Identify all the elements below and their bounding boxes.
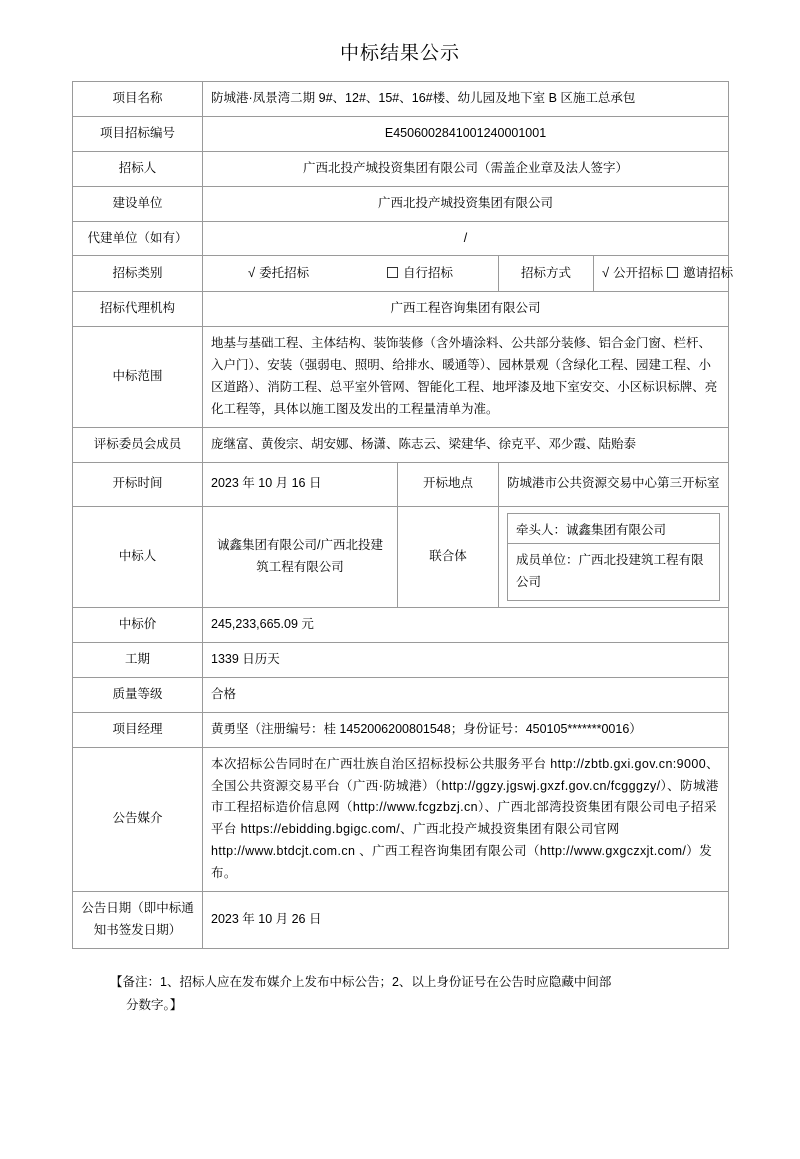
table-row-quality	[73, 677, 729, 712]
table-row-tender-agency	[73, 292, 729, 327]
table-row-construction-unit	[73, 186, 729, 221]
label-media: 公告媒介	[73, 747, 203, 891]
label-project-manager: 项目经理	[73, 712, 203, 747]
label-announce-date-line1: 公告日期（即中标通	[81, 900, 194, 915]
label-tender-number: 项目招标编号	[73, 116, 203, 151]
checkbox-public-tender-label: 公开招标	[613, 266, 664, 281]
label-tender-method: 招标方式	[499, 256, 594, 292]
footer-note-line2: 分数字。】	[126, 998, 183, 1013]
label-bid-opening-place: 开标地点	[398, 462, 499, 506]
table-row-bid-opening	[73, 462, 729, 506]
table-row-duration	[73, 643, 729, 678]
checkbox-self-tender-label: 自行招标	[403, 265, 454, 280]
tender-category-options	[203, 256, 499, 292]
consortium-member: 成员单位：广西北投建筑工程有限公司	[508, 544, 720, 601]
table-row-bid-price	[73, 608, 729, 643]
value-quality: 合格	[203, 677, 729, 712]
value-duration: 1339 日历天	[203, 643, 729, 678]
label-tenderee: 招标人	[73, 151, 203, 186]
label-project-name: 项目名称	[73, 82, 203, 117]
label-quality: 质量等级	[73, 677, 203, 712]
label-duration: 工期	[73, 643, 203, 678]
value-bid-opening-place: 防城港市公共资源交易中心第三开标室	[499, 462, 729, 506]
value-tender-agency: 广西工程咨询集团有限公司	[203, 292, 729, 327]
value-construction-unit: 广西北投产城投资集团有限公司	[203, 186, 729, 221]
value-tenderee: 广西北投产城投资集团有限公司（需盖企业章及法人签字）	[203, 151, 729, 186]
value-project-name: 防城港·凤景湾二期 9#、12#、15#、16#楼、幼儿园及地下室 B 区施工总承包	[203, 82, 729, 117]
value-announce-date: 2023 年 10 月 26 日	[203, 891, 729, 948]
table-row-tenderee	[73, 151, 729, 186]
value-media: 本次招标公告同时在广西壮族自治区招标投标公共服务平台 http://zbtb.gxi.gov.cn:9000、全国公共资源交易平台（广西·防城港）（http://ggzy.jgswj.gxzf.gov.cn/fcgggzy/）、防城港市工程招标造价信息网（http://www.fcgzbzj.cn）、广西北部湾投资集团有限公司电子招采平台 https://ebidding.bgigc.com/、广西北投产城投资集团有限公司官网 http://www.btdcjt.com.cn 、广西工程咨询集团有限公司（http://www.gxgczxjt.com/）发布。	[203, 747, 729, 891]
label-bid-scope: 中标范围	[73, 327, 203, 428]
label-consortium: 联合体	[398, 506, 499, 608]
label-committee-members: 评标委员会成员	[73, 427, 203, 462]
value-agent-construction-unit: /	[203, 221, 729, 256]
checkbox-entrusted-tender-label: 委托招标	[259, 266, 310, 281]
value-committee-members: 庞继富、黄俊宗、胡安娜、杨潇、陈志云、梁建华、徐克平、邓少霞、陆贻泰	[203, 427, 729, 462]
label-construction-unit: 建设单位	[73, 186, 203, 221]
consortium-details	[499, 506, 729, 608]
value-bid-scope: 地基与基础工程、主体结构、装饰装修（含外墙涂料、公共部分装修、铝合金门窗、栏杆、入户门）、安装（强弱电、照明、给排水、暖通等）、园林景观（含绿化工程、园建工程、小区道路）、消防工程、总平室外管网、智能化工程、地坪漆及地下室安交、小区标识标牌、亮化工程等，具体以施工图及发出的工程量清单为准。	[203, 327, 729, 428]
table-row-announce-date	[73, 891, 729, 948]
footer-note-line1: 【备注：1、招标人应在发布媒介上发布中标公告；2、以上身份证号在公告时应隐藏中间部	[110, 974, 612, 989]
bid-result-table	[72, 81, 734, 949]
check-mark-icon: √	[247, 265, 256, 281]
value-bid-price: 245,233,665.09 元	[203, 608, 729, 643]
tender-method-options	[594, 256, 734, 292]
value-bid-opening-time: 2023 年 10 月 16 日	[203, 462, 398, 506]
value-tender-number: E4506002841001240001001	[203, 116, 729, 151]
label-winner: 中标人	[73, 506, 203, 608]
empty-checkbox-icon	[667, 267, 678, 278]
checkbox-public-tender[interactable]	[602, 262, 663, 285]
table-row-media	[73, 747, 729, 891]
consortium-lead: 牵头人：诚鑫集团有限公司	[508, 513, 720, 544]
value-project-manager: 黄勇坚（注册编号：桂 1452006200801548；身份证号：450105*******0016）	[203, 712, 729, 747]
label-tender-agency: 招标代理机构	[73, 292, 203, 327]
value-winner: 诚鑫集团有限公司/广西北投建筑工程有限公司	[203, 506, 398, 608]
table-row-tender-number	[73, 116, 729, 151]
label-bid-price: 中标价	[73, 608, 203, 643]
check-mark-icon: √	[602, 265, 610, 281]
checkbox-invited-tender-label: 邀请招标	[683, 265, 734, 280]
checkbox-invited-tender[interactable]	[667, 263, 733, 285]
table-row-agent-construction-unit	[73, 221, 729, 256]
empty-checkbox-icon	[387, 267, 398, 278]
label-agent-construction-unit: 代建单位（如有）	[73, 221, 203, 256]
table-row-project-manager	[73, 712, 729, 747]
checkbox-self-tender[interactable]	[387, 263, 453, 285]
label-tender-category: 招标类别	[73, 256, 203, 292]
label-announce-date	[73, 891, 203, 948]
table-row-bid-scope	[73, 327, 729, 428]
table-row-committee-members	[73, 427, 729, 462]
table-row-winner	[73, 506, 729, 608]
page-title: 中标结果公示	[339, 43, 460, 64]
table-row-tender-category	[73, 256, 729, 292]
label-bid-opening-time: 开标时间	[73, 462, 203, 506]
footer-note	[72, 971, 728, 1019]
label-announce-date-line2: 知书签发日期）	[93, 922, 182, 937]
table-row-project-name	[73, 82, 729, 117]
checkbox-entrusted-tender[interactable]	[248, 262, 309, 285]
